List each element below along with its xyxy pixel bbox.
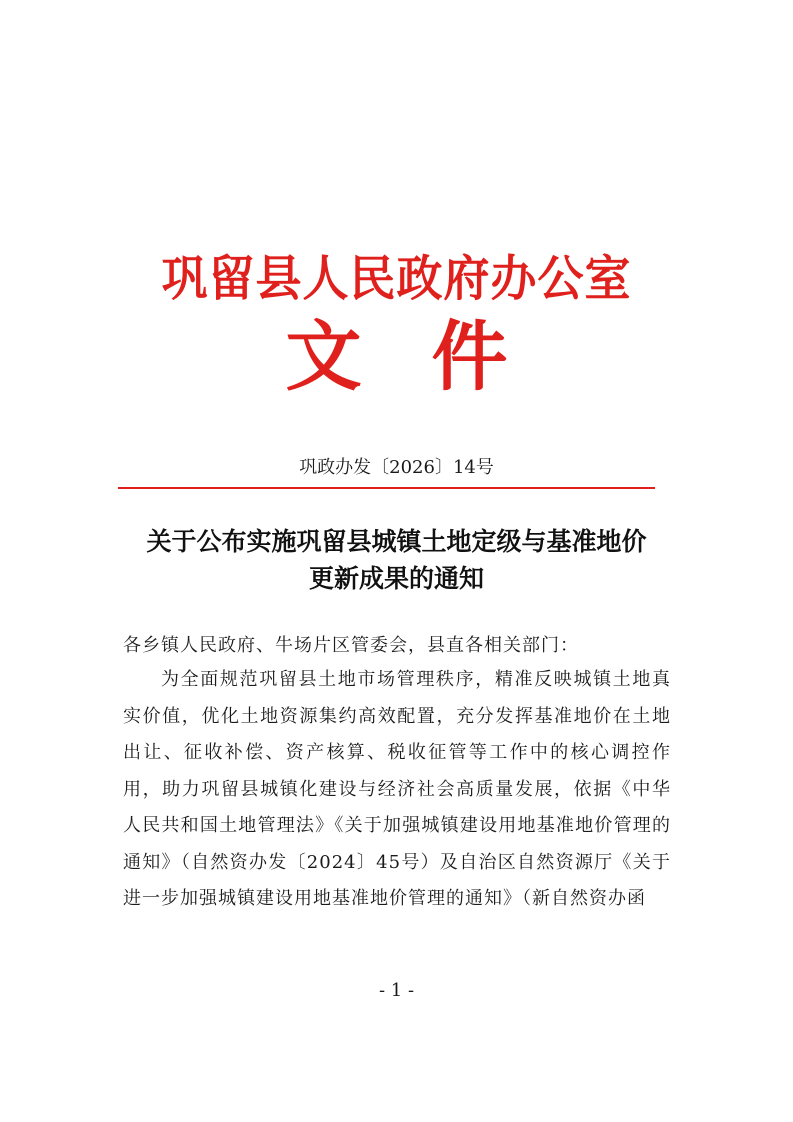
document-number: 巩政办发〔2026〕14号 bbox=[299, 457, 494, 478]
addressee: 各乡镇人民政府、牛场片区管委会，县直各相关部门： bbox=[123, 635, 579, 656]
issuing-office-name: 巩留县人民政府办公室 bbox=[161, 249, 632, 307]
document-label: 文件 bbox=[285, 312, 578, 401]
notice-title bbox=[90, 523, 703, 597]
red-divider-line bbox=[118, 487, 655, 489]
notice-title-line-1: 关于公布实施巩留县城镇土地定级与基准地价 bbox=[146, 527, 647, 556]
notice-title-line-2: 更新成果的通知 bbox=[308, 564, 484, 593]
body-paragraph: 为全面规范巩留县土地市场管理秩序，精准反映城镇土地真实价值，优化土地资源集约高效配置，充分发挥基准地价在土地出让、征收补偿、资产核算、税收征管等工作中的核心调控作用，助力巩留县城镇化建设与经济社会高质量发展，依据《中华人民共和国土地管理法》《关于加强城镇建设用地基准地价管理的通知》（自然资办发〔2024〕45号）及自治区自然资源厅《关于进一步加强城镇建设用地基准地价管理的通知》（新自然资办函 bbox=[123, 669, 671, 909]
page-number: - 1 - bbox=[378, 980, 415, 1001]
